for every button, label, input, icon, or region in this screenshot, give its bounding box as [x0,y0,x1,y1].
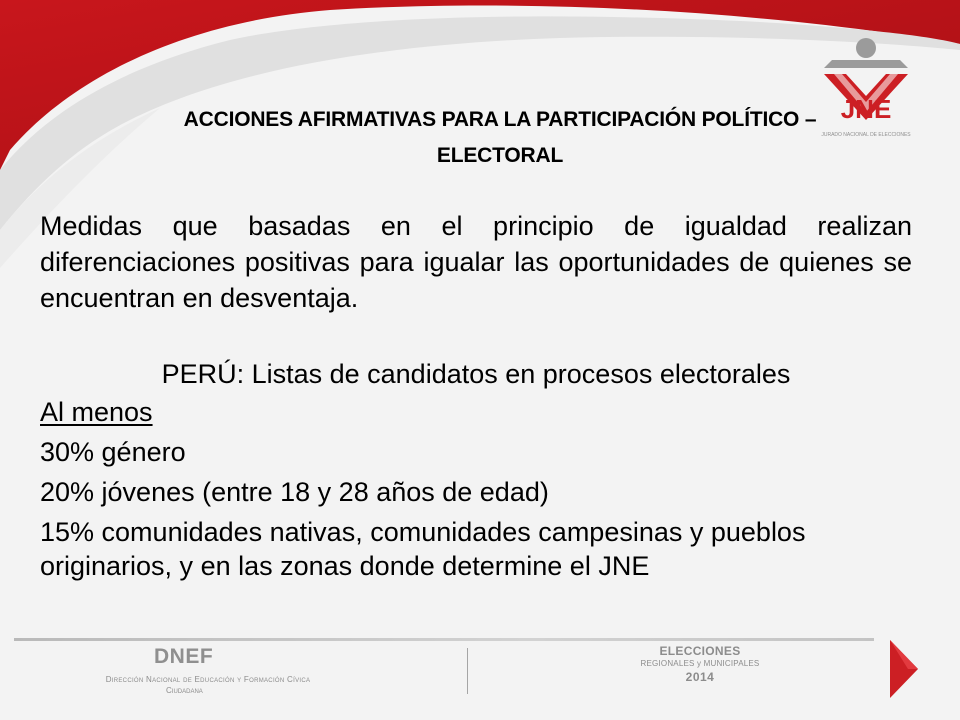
al-menos-label [40,392,912,432]
definition-paragraph: Medidas que basadas en el principio de igualdad realizan diferenciaciones positivas para igualar las oportunidades de quienes se encuentran en desventaja. [40,211,912,313]
elections-title: ELECCIONES [659,644,741,658]
dnef-full-name-line2: Ciudadana [166,686,203,695]
logo-subtext: JURADO NACIONAL DE ELECCIONES [821,132,911,138]
quota-gender: 30% género [40,437,186,467]
al-menos-text: Al menos [40,397,153,427]
next-arrow-icon[interactable] [888,638,920,700]
slide-body [40,208,912,583]
elections-year: 2014 [685,670,715,684]
elections-subtitle: REGIONALES y MUNICIPALES [640,659,760,668]
title-line-2: ELECTORAL [436,144,564,167]
footer-dnef [58,646,358,696]
quota-native: 15% comunidades nativas, comunidades campesinas y pueblos originarios, y en las zonas donde determine el JNE [40,517,806,581]
slide-title [60,102,940,174]
footer-separator [467,648,468,694]
dnef-title: DNEF [154,645,214,668]
footer-elections [610,638,790,684]
dnef-full-name-line1: Dirección Nacional de Educación y Formación Cívica [105,675,311,684]
logo-wordmark: JNE [840,94,892,124]
quota-youth: 20% jóvenes (entre 18 y 28 años de edad) [40,477,549,507]
title-line-1: ACCIONES AFIRMATIVAS PARA LA PARTICIPACIÓN POLÍTICO – [183,108,817,131]
subheading: PERÚ: Listas de candidatos en procesos electorales [161,359,791,389]
